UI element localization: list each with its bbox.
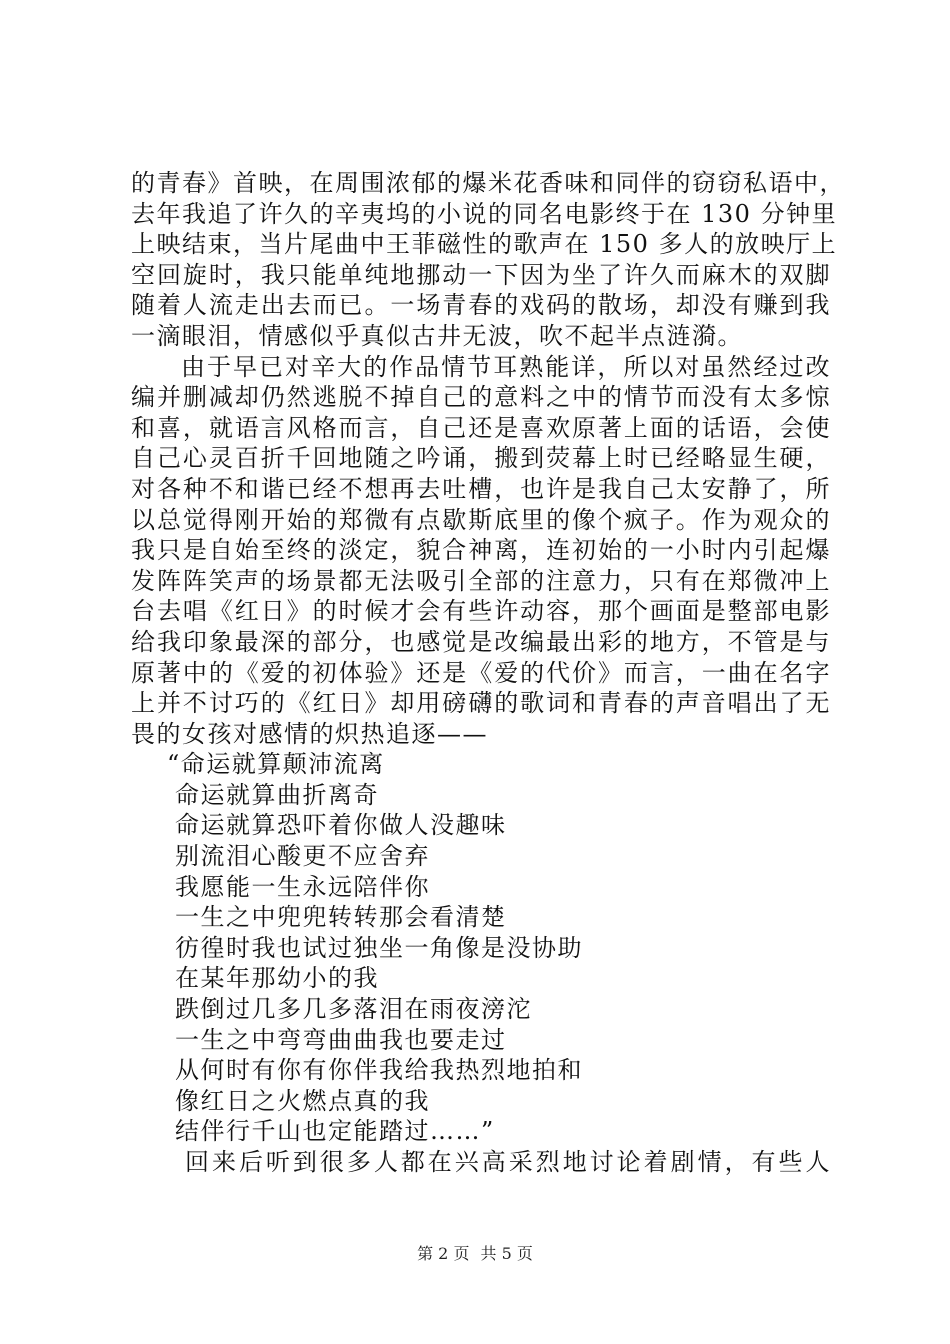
- paragraph3-line: 回来后听到很多人都在兴高采烈地讨论着剧情，有些人: [185, 1148, 831, 1176]
- paragraph1-line: 随着人流走出去而已。一场青春的戏码的散场，却没有赚到我: [131, 291, 831, 320]
- page-number: 第 2 页: [417, 1244, 470, 1263]
- paragraph2-line: 台去唱《红日》的时候才会有些许动容，那个画面是整部电影: [131, 597, 831, 626]
- lyric-line: 彷徨时我也试过独坐一角像是没协助: [175, 933, 583, 962]
- lyric-line: 我愿能一生永远陪伴你: [175, 872, 430, 901]
- paragraph1-line: 上映结束，当片尾曲中王菲磁性的歌声在 150 多人的放映厅上: [131, 230, 838, 259]
- paragraph2-line: 原著中的《爱的初体验》还是《爱的代价》而言，一曲在名字: [131, 658, 831, 687]
- document-body: [131, 168, 845, 1178]
- lyric-line: 别流泪心酸更不应舍弃: [175, 842, 430, 871]
- lyric-line: 一生之中兜兜转转那会看清楚: [175, 903, 507, 932]
- lyric-line: 像红日之火燃点真的我: [175, 1086, 430, 1115]
- paragraph2-line: 和喜，就语言风格而言，自己还是喜欢原著上面的话语，会使: [131, 413, 831, 442]
- paragraph2-line: 自己心灵百折千回地随之吟诵，搬到荧幕上时已经略显生硬，: [131, 444, 831, 473]
- paragraph2-line: 以总觉得刚开始的郑微有点歇斯底里的像个疯子。作为观众的: [131, 505, 831, 534]
- paragraph1-line: 去年我追了许久的辛夷坞的小说的同名电影终于在 130 分钟里: [131, 199, 838, 228]
- paragraph2-line: 编并删减却仍然逃脱不掉自己的意料之中的情节而没有太多惊: [131, 383, 831, 412]
- paragraph2-line: 对各种不和谐已经不想再去吐槽，也许是我自己太安静了，所: [131, 474, 831, 503]
- paragraph2-line: 由于早已对辛大的作品情节耳熟能详，所以对虽然经过改: [181, 352, 831, 381]
- paragraph2-line: 畏的女孩对感情的炽热追逐——: [131, 719, 488, 748]
- paragraph1-line: 一滴眼泪，情感似乎真似古井无波，吹不起半点涟漪。: [131, 321, 743, 350]
- lyric-line: 跌倒过几多几多落泪在雨夜滂沱: [175, 995, 532, 1024]
- lyric-line: 结伴行千山也定能踏过……”: [175, 1117, 495, 1146]
- lyric-line: 命运就算曲折离奇: [175, 780, 379, 809]
- paragraph1-line: 的青春》首映，在周围浓郁的爆米花香味和同伴的窃窃私语中，: [131, 169, 845, 197]
- lyric-line: “命运就算颠沛流离: [167, 750, 385, 779]
- lyric-line: 从何时有你有你伴我给我热烈地拍和: [175, 1056, 583, 1085]
- paragraph1-line: 空回旋时，我只能单纯地挪动一下因为坐了许久而麻木的双脚: [131, 260, 831, 289]
- paragraph2-line: 上并不讨巧的《红日》却用磅礴的歌词和青春的声音唱出了无: [131, 689, 831, 718]
- paragraph2-line: 给我印象最深的部分，也感觉是改编最出彩的地方，不管是与: [131, 627, 831, 656]
- page-footer: [0, 1241, 950, 1264]
- paragraph2-line: 发阵阵笑声的场景都无法吸引全部的注意力，只有在郑微冲上: [131, 566, 831, 595]
- lyric-line: 一生之中弯弯曲曲我也要走过: [175, 1025, 507, 1054]
- paragraph2-line: 我只是自始至终的淡定，貌合神离，连初始的一小时内引起爆: [131, 536, 831, 565]
- lyric-line: 命运就算恐吓着你做人没趣味: [175, 811, 507, 840]
- lyric-line: 在某年那幼小的我: [175, 964, 379, 993]
- page-total: 共 5 页: [480, 1244, 533, 1263]
